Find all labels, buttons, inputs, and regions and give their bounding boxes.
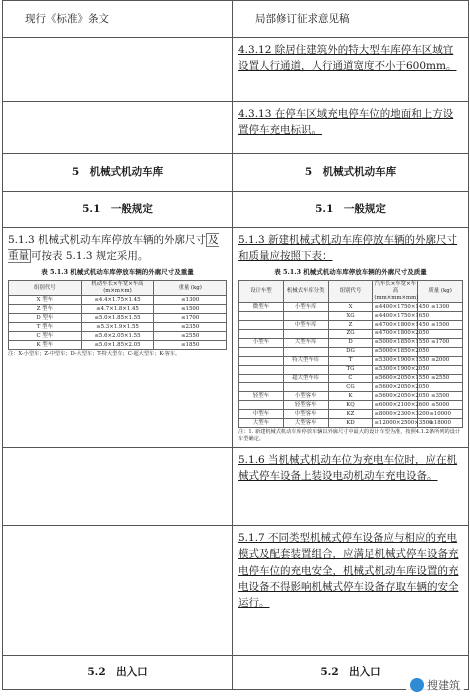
clause-5-1-7-text: 5.1.7 不同类型机械式停车设备应与相应的充电模式及配套装置组合，应满足机械式停车设备充电停车位的充电安全，机械式机动车库设置的充电设备不得影响机械式停车设备存取车辆的安全运行。 [238,532,459,610]
new-table-cell: ≤2000 [418,356,463,365]
new-table-row [239,329,463,338]
old-table-cell: ≤5.6×2.05×1.55 [81,332,154,341]
new-table-row [239,401,463,410]
section-5-1-left: 5.1 一般规定 [3,192,233,228]
old-table-note: 注：X-小型车；Z-中型车；D-大型车；T-特大型车；C-超大型车；K-客车。 [8,350,181,357]
clause-5-1-7 [233,526,469,656]
clause-5-1-6 [233,448,469,526]
new-table-cell [239,374,284,383]
new-table-cell: ≤5000 [418,401,463,410]
section-5-2-left: 5.2 出入口 [3,656,233,690]
clause-5-1-3-revision [233,228,469,448]
new-table-cell: ≤10000 [418,410,463,419]
new-table-row [239,383,463,392]
new-table-cell: ≤12000×2500×3500 [374,419,433,426]
clause-5-1-3-revision-text: 5.1.3 新建机械式机动车库停放车辆的外廓尺寸和质量应按照下表： [238,234,458,263]
new-table-cell: XG [328,311,373,320]
new-table-cell: DG [328,347,373,356]
new-table-cell: KQ [328,401,373,410]
watermark-text: 搜建筑 [427,679,460,692]
old-table-header-cell: 重量 (kg) [154,280,227,296]
old-table-row [9,323,227,332]
new-table-header-cell: 机械式车库分类 [283,280,328,302]
new-table-cell [283,365,328,374]
new-vehicle-table [238,280,463,429]
new-table-header-cell: 设计车型 [239,280,284,302]
new-table-cell: 大型车 [239,419,284,428]
section-5-1-right: 5.1 一般规定 [233,192,469,228]
new-table-cell: 中型客车 [283,410,328,419]
new-table-cell: 大型客车 [283,419,328,428]
old-table-row [9,296,227,305]
new-table-cell: X [328,303,373,312]
new-table-cell [239,347,284,356]
new-table-row [239,303,463,312]
new-table-cell: CG [328,383,373,392]
clause-4-3-12 [233,38,469,102]
empty-cell [3,526,233,656]
new-table-cell: ≤3500 [418,392,463,401]
row-513 [3,228,469,448]
old-table-cell: C 型车 [9,332,82,341]
old-table-cell: ≤4.7×1.8×1.45 [81,305,154,314]
new-table-cell: 小型客车 [283,392,328,401]
new-table-cell: ≤4700×1800×2050 [374,330,430,337]
new-table-cell: 特大型车库 [283,356,328,365]
old-table-row [9,314,227,323]
empty-cell [3,102,233,154]
new-table-header-cell: 汽车长×车宽×车高 (mm×mm×mm) [374,281,419,301]
new-table-cell [239,356,284,365]
new-table-row [239,392,463,401]
old-table-cell: ≤2550 [154,332,227,341]
new-table-cell: ≤8000×2300×3200 [374,410,430,417]
chapter-title-left: 5 机械式机动车库 [3,154,233,192]
new-table-cell: ≤18000 [418,419,463,428]
comparison-table [2,0,469,690]
old-table-cell: ≤2350 [154,323,227,332]
old-table-cell: ≤1700 [154,314,227,323]
new-table-cell [283,383,328,392]
new-table-row [239,338,463,347]
empty-cell [3,448,233,526]
old-table-cell: ≤1850 [154,340,227,349]
new-table-row [239,365,463,374]
new-table-title: 表 5.1.3 机械式机动车库停放车辆的外廓尺寸及质量 [274,267,427,276]
new-table-cell [283,347,328,356]
new-table-cell: ≤5300×1900×1550 [374,357,430,364]
clause-5-1-3-current-text [8,232,227,265]
new-table-cell: ≤5300×1900×2050 [374,366,430,373]
new-table-cell: 微型车 [239,303,284,312]
new-table-cell: C [328,374,373,383]
new-table-cell: 轻型客车 [283,401,328,410]
new-table-cell [239,320,284,329]
header-revision: 局部修订征求意见稿 [233,1,469,38]
new-table-cell: 中型车 [239,410,284,419]
new-table-cell [239,383,284,392]
new-table-cell: KZ [328,410,373,419]
section-5-2-row [3,656,469,690]
new-table-cell: ≤5000×1850×1550 [374,339,430,346]
new-table-row [239,347,463,356]
old-table-header-row [9,280,227,296]
new-table-body [239,303,463,428]
new-table-cell: ≤1500 [418,320,463,329]
old-table-title: 表 5.1.3 机械式机动车库停放车辆的外廓尺寸及重量 [41,267,194,276]
new-table-header-cell: 组别代号 [328,280,373,302]
empty-cell [3,38,233,102]
old-table-cell: ≤4.4×1.75×1.45 [81,296,154,305]
clause-4-3-13-text: 4.3.13 在停车区域充电停车位的地面和上方设置停车充电标识。 [238,108,454,137]
new-table-row [239,356,463,365]
chapter-title-right: 5 机械式机动车库 [233,154,469,192]
new-table-cell [283,311,328,320]
header-row [3,1,469,38]
new-table-cell: 中型车库 [283,320,328,329]
old-table-cell: Z 型车 [9,305,82,314]
text-part-c: 可按表 5.1.3 规定采用。 [31,250,149,263]
new-table-cell: ≤4700×1800×1450 [374,321,430,328]
text-part-b: 及重量 [8,234,219,263]
old-table-cell: T 型车 [9,323,82,332]
row-4312 [3,38,469,102]
new-table-cell: ≤1700 [418,338,463,347]
new-table-cell: ≤5600×2050×2050 [374,393,430,399]
new-table-cell [239,401,284,410]
clause-5-1-3-current [3,228,233,448]
old-table-cell: ≤5.3×1.9×1.55 [81,323,154,332]
old-table-header-cell: 组别代号 [9,280,82,296]
old-table-row [9,305,227,314]
old-table-cell: K 型车 [9,340,82,349]
old-table-row [9,340,227,349]
old-table-header-cell: 机动车长×车宽×车高 (m×m×m) [81,280,154,296]
old-table-cell: ≤5.0×1.85×2.05 [81,340,154,349]
old-table-body [9,296,227,350]
old-table-cell: X 型车 [9,296,82,305]
new-table-cell: KD [328,419,373,428]
new-table-cell [239,311,284,320]
old-table-cell: ≤5.0×1.85×1.55 [81,314,154,323]
new-table-cell: T [328,356,373,365]
text-part-a: 5.1.3 机械式机动车库停放车辆的外廓尺寸 [8,234,207,246]
new-table-cell [239,365,284,374]
new-table-cell: ≤2550 [418,374,463,383]
new-table-cell: D [328,338,373,347]
new-table-cell: K [328,392,373,401]
watermark [406,676,464,694]
watermark-logo-icon [410,678,424,692]
section-5-2-right: 5.2 出入口 [233,656,469,690]
new-table-row [239,419,463,428]
old-table-cell: ≤1300 [154,296,227,305]
new-table-cell: ≤5600×2050×2050 [374,384,430,391]
old-table-cell: D 型车 [9,314,82,323]
old-vehicle-table [8,280,227,350]
chapter-row [3,154,469,192]
new-table-cell [239,329,284,338]
new-table-cell: TG [328,365,373,374]
row-517 [3,526,469,656]
new-table-header-cell: 质量 (kg) [418,280,463,302]
new-table-row [239,410,463,419]
new-table-cell: ≤5600×2050×1550 [374,375,430,382]
new-table-cell: 轻型车 [239,392,284,401]
clause-4-3-12-text: 4.3.12 除居住建筑外的特大型车库停车区域宜设置人行通道，人行通道宽度不小于600mm。 [238,44,457,73]
row-516 [3,448,469,526]
new-table-cell: 小型车 [239,338,284,347]
new-table-cell [283,329,328,338]
row-4313 [3,102,469,154]
new-table-row [239,374,463,383]
new-table-cell: Z [328,320,373,329]
new-table-cell: 超大型车库 [283,374,328,383]
new-table-cell: ZG [328,329,373,338]
new-table-cell: 大型车库 [283,338,328,347]
new-table-note: 注：1. 新建机械式机动车库停放车辆以外廓尺寸中最大的设计车型为准，按照4.1.2条所列的设计车型确定。 [238,429,461,442]
header-current: 现行《标准》条文 [3,1,233,38]
new-table-cell: ≤6000×2100×2600 [374,401,430,408]
clause-4-3-13 [233,102,469,154]
section-5-1-row [3,192,469,228]
old-table-cell: ≤1500 [154,305,227,314]
new-table-cell: 小型车库 [283,303,328,312]
new-table-cell: ≤4400×1750×1650 [374,312,430,319]
new-table-header-row [239,280,463,302]
old-table-row [9,332,227,341]
new-table-cell: ≤5000×1850×2050 [374,348,430,355]
new-table-cell: ≤4400×1750×1450 [374,303,430,310]
new-table-cell: ≤1300 [418,303,463,312]
clause-5-1-6-text: 5.1.6 当机械式机动车位为充电车位时，应在机械式停车设备上装设电动机动车充电设备。 [238,454,458,483]
new-table-row [239,311,463,320]
new-table-row [239,320,463,329]
